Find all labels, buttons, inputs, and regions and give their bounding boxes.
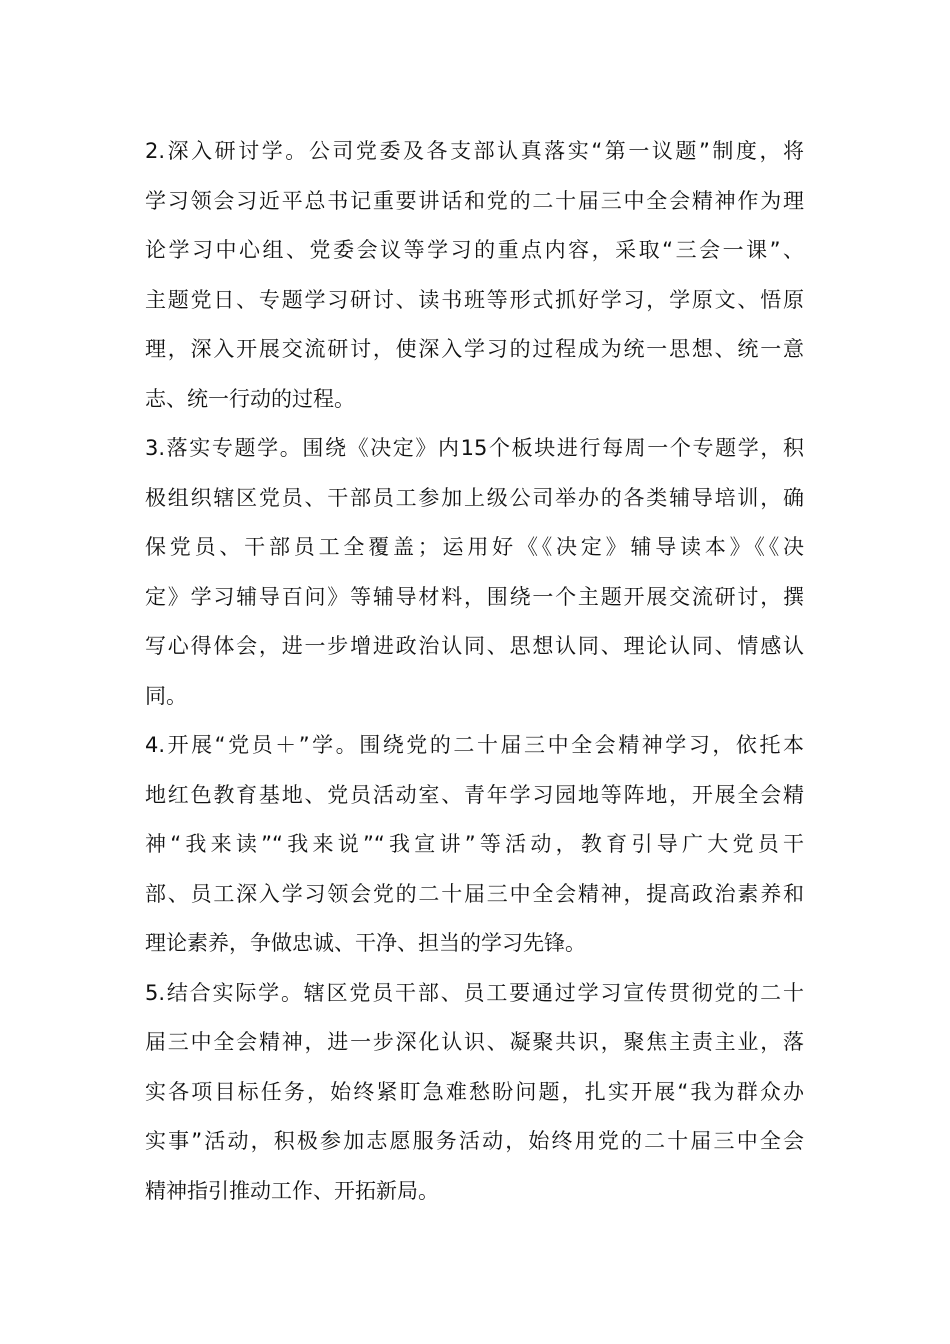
paragraph-line: 学习领会习近平总书记重要讲话和党的二十届三中全会精神作为理	[145, 188, 804, 213]
paragraph-line: 神“我来读”“我来说”“我宣讲”等活动，教育引导广大党员干	[145, 832, 804, 856]
paragraph-item-2	[145, 127, 804, 424]
paragraph-line: 写心得体会，进一步增进政治认同、思想认同、理论认同、情感认	[145, 634, 804, 658]
paragraph-line: 论学习中心组、党委会议等学习的重点内容，采取“三会一课”、	[145, 238, 804, 262]
paragraph-line: 4.开展“党员＋”学。围绕党的二十届三中全会精神学习，依托本	[145, 733, 804, 757]
paragraph-line: 实各项目标任务，始终紧盯急难愁盼问题，扎实开展“我为群众办	[145, 1079, 804, 1104]
paragraph-line: 保党员、干部员工全覆盖；运用好《《决定》辅导读本》《《决	[145, 535, 804, 559]
paragraph-item-4	[145, 721, 804, 969]
paragraph-line: 同。	[145, 683, 187, 708]
paragraph-item-5	[145, 969, 804, 1217]
paragraph-line: 3.落实专题学。围绕《决定》内15个板块进行每周一个专题学，积	[145, 436, 804, 460]
document-body	[145, 127, 804, 1216]
paragraph-line: 实事”活动，积极参加志愿服务活动，始终用党的二十届三中全会	[145, 1129, 804, 1153]
paragraph-line: 地红色教育基地、党员活动室、青年学习园地等阵地，开展全会精	[145, 782, 804, 807]
paragraph-line: 2.深入研讨学。公司党委及各支部认真落实“第一议题”制度，将	[145, 139, 804, 163]
paragraph-line: 部、员工深入学习领会党的二十届三中全会精神，提高政治素养和	[145, 881, 804, 906]
paragraph-line: 理论素养，争做忠诚、干净、担当的学习先锋。	[145, 931, 586, 955]
paragraph-line: 定》学习辅导百问》等辅导材料，围绕一个主题开展交流研讨，撰	[145, 584, 804, 609]
paragraph-line: 届三中全会精神，进一步深化认识、凝聚共识，聚焦主责主业，落	[145, 1030, 804, 1054]
paragraph-line: 主题党日、专题学习研讨、读书班等形式抓好学习，学原文、悟原	[145, 287, 804, 312]
paragraph-line: 极组织辖区党员、干部员工参加上级公司举办的各类辅导培训，确	[145, 485, 804, 510]
paragraph-item-3	[145, 424, 804, 721]
paragraph-line: 5.结合实际学。辖区党员干部、员工要通过学习宣传贯彻党的二十	[145, 980, 804, 1005]
paragraph-line: 志、统一行动的过程。	[145, 386, 355, 411]
paragraph-line: 理，深入开展交流研讨，使深入学习的过程成为统一思想、统一意	[145, 337, 804, 361]
paragraph-line: 精神指引推动工作、开拓新局。	[145, 1178, 439, 1203]
